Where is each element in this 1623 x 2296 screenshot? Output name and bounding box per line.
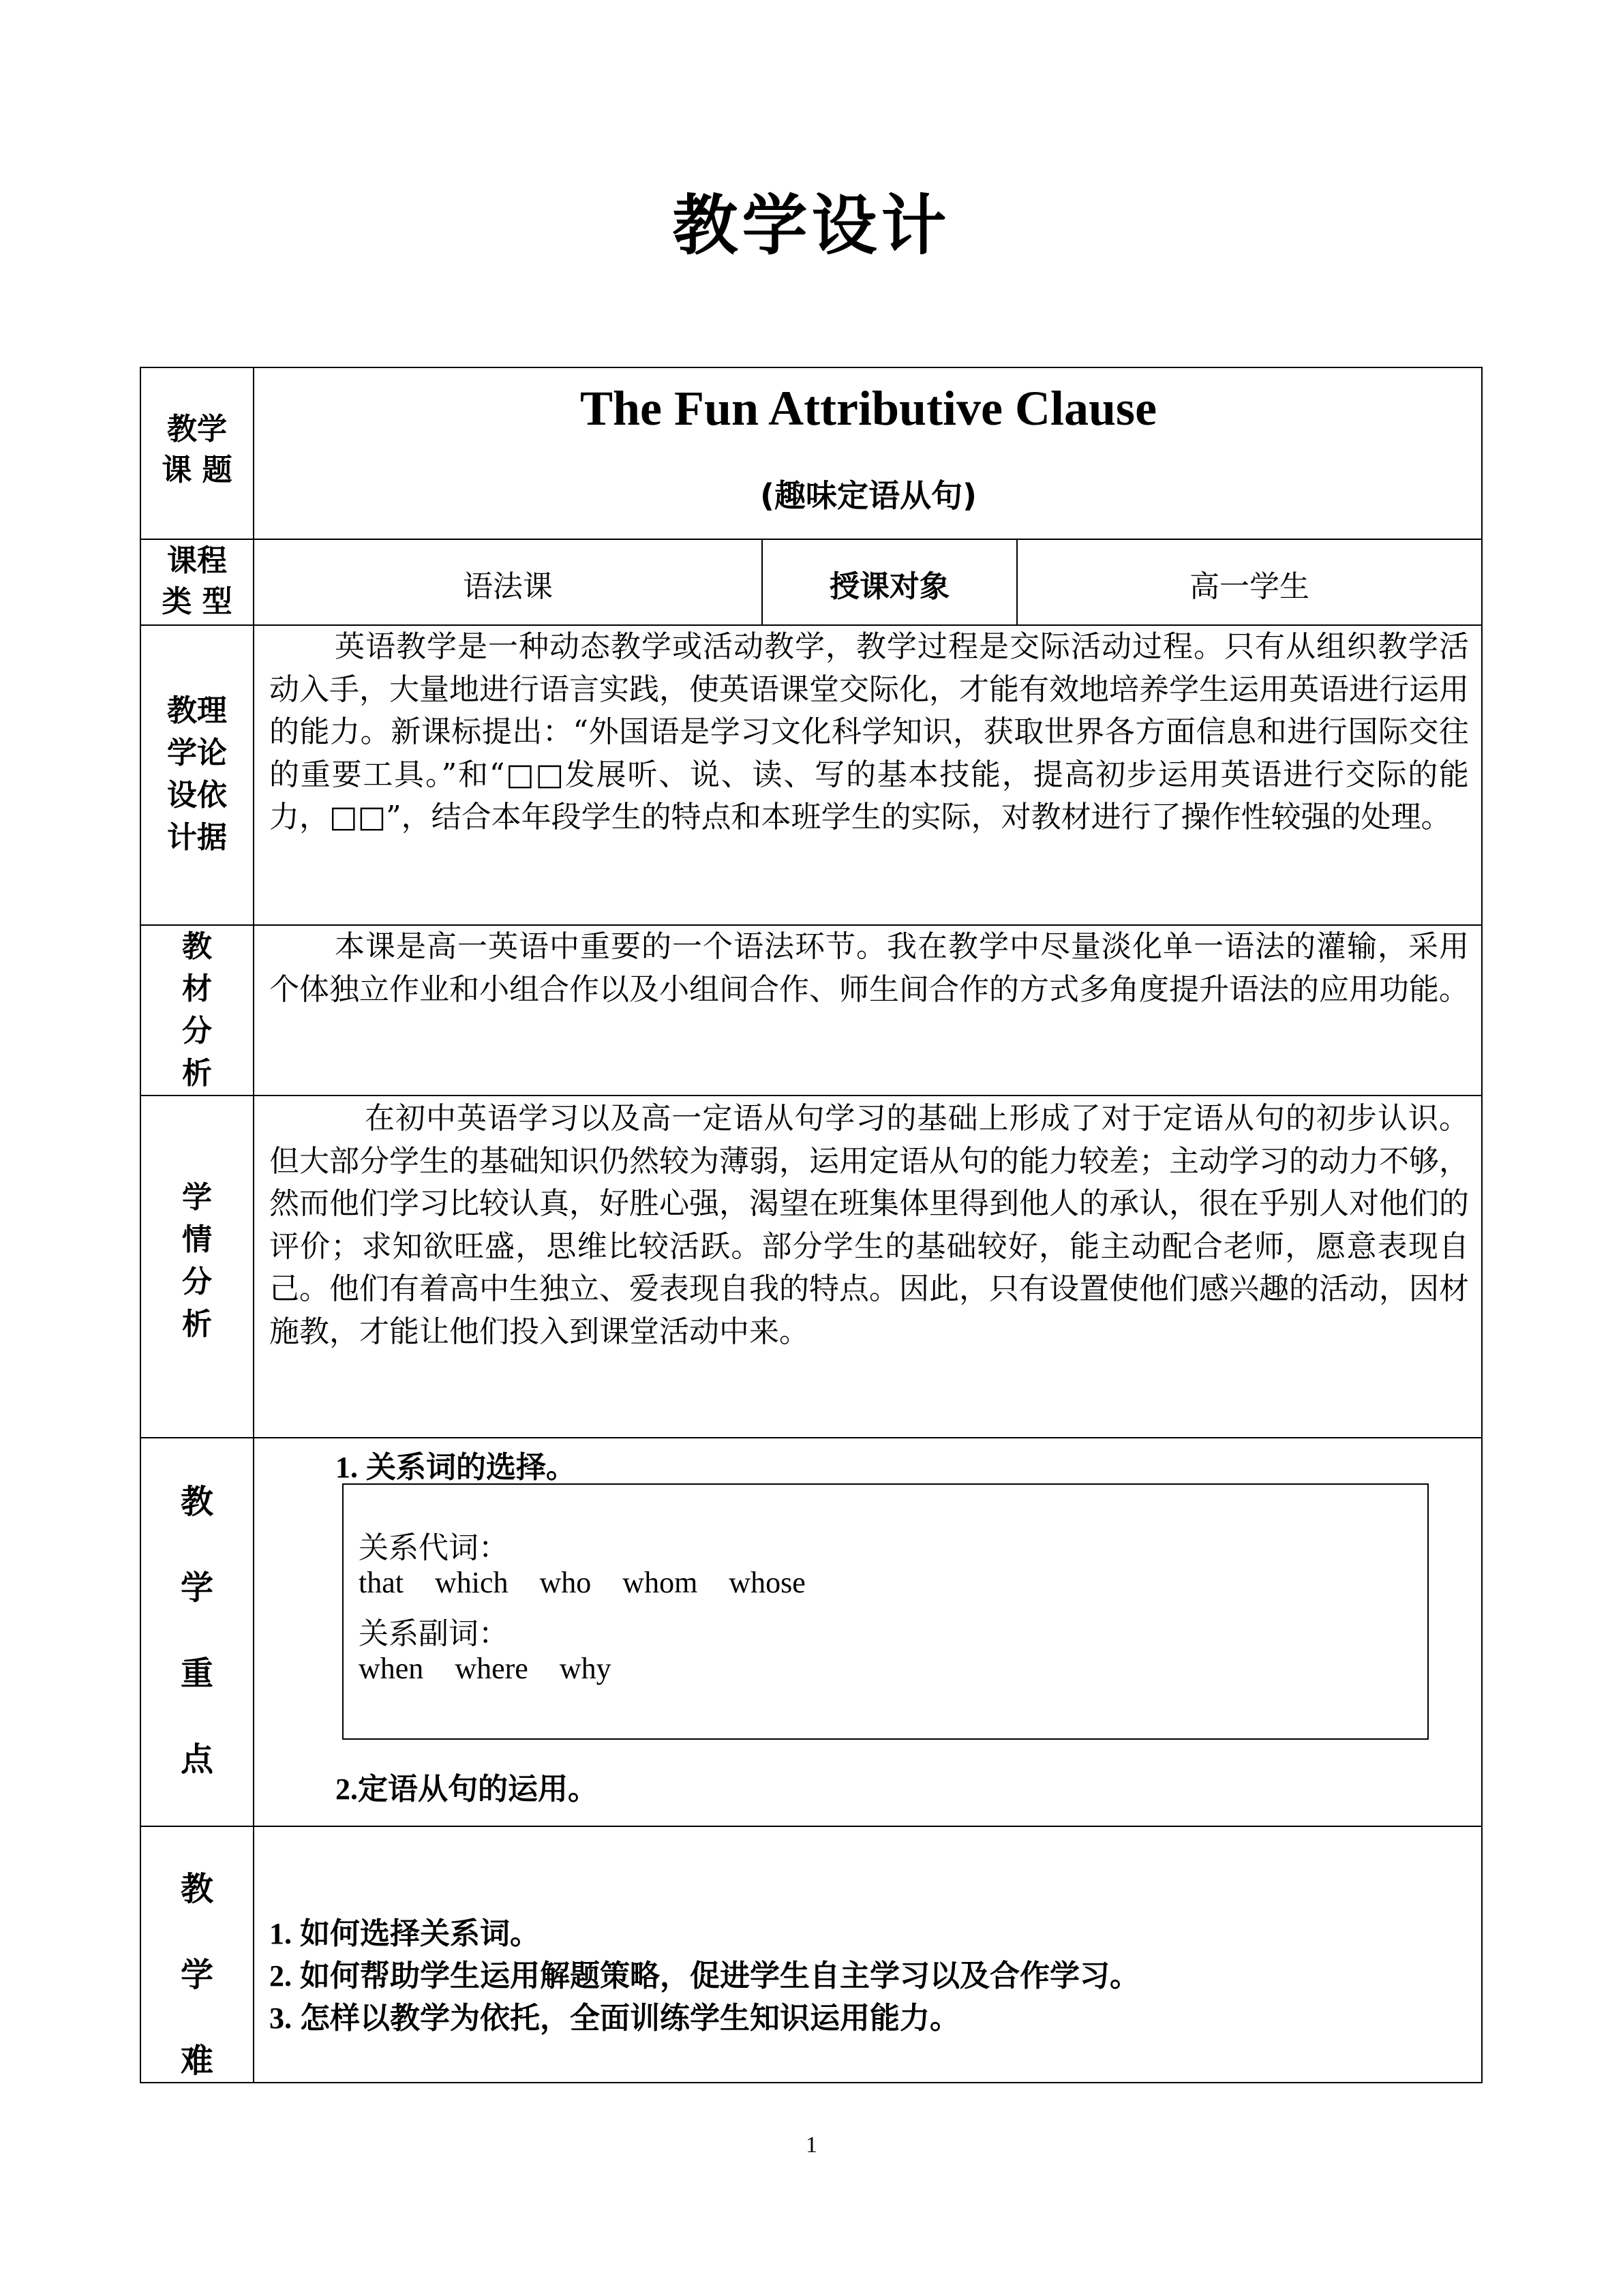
key-points-label-line: 学 — [180, 1569, 213, 1607]
row-divider — [140, 1826, 1483, 1827]
course-type-value: 语法课 — [463, 569, 553, 604]
difficulty-item — [269, 1913, 540, 1955]
key-point-text: 定语从句的运用。 — [358, 1772, 598, 1807]
audience-label: 授课对象 — [830, 569, 950, 604]
key-point-text: 关系词的选择。 — [366, 1450, 576, 1485]
difficulties-label — [140, 1846, 254, 2104]
relative-adverb: when — [359, 1652, 424, 1685]
students-label-line: 情 — [182, 1222, 212, 1257]
course-type-label-line: 课程 — [167, 543, 227, 578]
table-border-right — [1481, 367, 1483, 2083]
table-border-bottom — [140, 2082, 1483, 2083]
relative-adverb: why — [559, 1652, 611, 1685]
page-number: 1 — [806, 2132, 817, 2158]
relative-adverb-list — [359, 1651, 611, 1686]
theory-label-line: 教理 — [167, 693, 227, 728]
material-label-line: 析 — [182, 1056, 212, 1091]
students-label — [140, 1177, 254, 1346]
course-type-label-line: 类 型 — [162, 584, 232, 619]
key-point-1 — [335, 1442, 576, 1486]
relative-pronoun: whom — [622, 1566, 698, 1599]
relative-pronoun: whose — [729, 1566, 806, 1599]
course-type-label — [140, 541, 254, 622]
lesson-label — [140, 409, 254, 491]
difficulty-item — [269, 1997, 960, 2040]
lesson-label-line: 课 题 — [162, 453, 232, 487]
lesson-title-cn: (趣味定语从句) — [759, 477, 977, 514]
material-text: 本课是高一英语中重要的一个语法环节。我在教学中尽量淡化单一语法的灌输，采用个体独立作业和小组合作以及小组间合作、师生间合作的方式多角度提升语法的应用功能。 — [269, 929, 1469, 1007]
material-label-line: 材 — [182, 971, 212, 1006]
material-label-line: 分 — [182, 1014, 212, 1048]
relative-pronoun: that — [359, 1566, 404, 1599]
lesson-title-en: The Fun Attributive Clause — [579, 381, 1157, 436]
difficulty-text: 如何选择关系词。 — [300, 1916, 540, 1951]
difficulty-text: 怎样以教学为依托，全面训练学生知识运用能力。 — [300, 2001, 960, 2036]
key-points-label-line: 重 — [180, 1655, 213, 1693]
difficulties-label-line: 难 — [180, 2042, 213, 2080]
theory-label-line: 学论 — [167, 736, 227, 770]
row-divider — [140, 539, 1483, 540]
difficulty-item — [269, 1955, 1140, 1997]
students-label-line: 分 — [182, 1265, 212, 1299]
table-border-top — [140, 367, 1483, 368]
key-point-2 — [335, 1764, 598, 1808]
relative-pronoun: who — [539, 1566, 592, 1599]
key-points-label — [140, 1459, 254, 1802]
material-label-line: 教 — [182, 929, 212, 964]
relative-pronoun: which — [434, 1566, 509, 1599]
audience-value: 高一学生 — [1189, 569, 1309, 604]
difficulties-label-line: 学 — [180, 1956, 213, 1994]
students-label-line: 析 — [182, 1307, 212, 1342]
row-divider — [140, 1095, 1483, 1096]
relative-words-box — [342, 1483, 1429, 1740]
key-point-number: 2. — [335, 1772, 358, 1806]
theory-label — [140, 690, 254, 859]
key-points-label-line: 教 — [180, 1483, 213, 1521]
lesson-plan-table — [140, 367, 1483, 2083]
lesson-label-line: 教学 — [167, 412, 227, 447]
students-label-line: 学 — [182, 1180, 212, 1215]
theory-label-line: 设依 — [167, 778, 227, 813]
theory-text: 英语教学是一种动态教学或活动教学，教学过程是交际活动过程。只有从组织教学活动入手，大量地进行语言实践，使英语课堂交际化，才能有效地培养学生运用英语进行运用的能力。新课标提出：“外国语是学习文化科学知识，获取世界各方面信息和进行国际交往的重要工具。”和“□□发展听、说、读、写的基本技能，提高初步运用英语进行交际的能力，□□”，结合本年段学生的特点和本班学生的实际，对教材进行了操作性较强的处理。 — [269, 629, 1469, 834]
students-text: 在初中英语学习以及高一定语从句学习的基础上形成了对于定语从句的初步认识。但大部分学生的基础知识仍然较为薄弱，运用定语从句的能力较差；主动学习的动力不够，然而他们学习比较认真，好胜心强，渴望在班集体里得到他人的承认，很在乎别人对他们的评价；求知欲旺盛，思维比较活跃。部分学生的基础较好，能主动配合老师，愿意表现自己。他们有着高中生独立、爱表现自我的特点。因此，只有设置使他们感兴趣的活动，因材施教，才能让他们投入到课堂活动中来。 — [269, 1101, 1469, 1349]
difficulty-number: 2. — [269, 1959, 292, 1993]
theory-label-line: 计据 — [167, 820, 227, 855]
relative-pronoun-list — [359, 1565, 806, 1600]
page-title: 教学设计 — [672, 187, 951, 264]
material-label — [140, 926, 254, 1095]
row-divider — [140, 1437, 1483, 1438]
difficulties-label-line: 教 — [180, 1870, 213, 1908]
relative-pronoun-label: 关系代词： — [359, 1530, 509, 1565]
key-point-number: 1. — [335, 1451, 358, 1484]
difficulty-number: 1. — [269, 1917, 292, 1950]
key-points-label-line: 点 — [180, 1740, 213, 1779]
relative-adverb-label: 关系副词： — [359, 1616, 509, 1651]
relative-adverb: where — [455, 1652, 528, 1685]
difficulty-number: 3. — [269, 2002, 292, 2035]
difficulty-text: 如何帮助学生运用解题策略，促进学生自主学习以及合作学习。 — [300, 1959, 1140, 1993]
